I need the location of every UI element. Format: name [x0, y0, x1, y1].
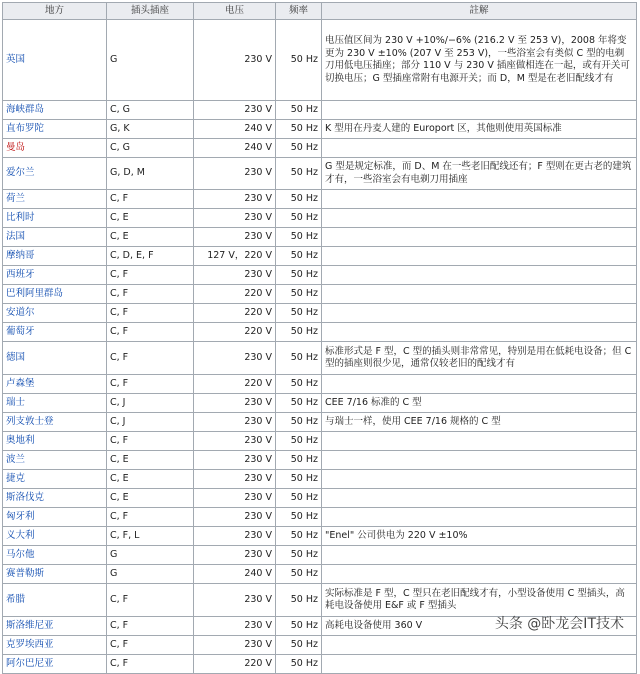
plugs-cell: C, E: [107, 209, 194, 228]
header-frequency: 频率: [276, 3, 322, 20]
voltage-cell: 230 V: [194, 209, 276, 228]
frequency-cell: 50 Hz: [276, 470, 322, 489]
watermark: 头条 @卧龙会IT技术: [494, 616, 624, 632]
plugs-cell: C, F: [107, 617, 194, 636]
place-cell[interactable]: 希腊: [3, 584, 107, 617]
frequency-cell: 50 Hz: [276, 342, 322, 375]
frequency-cell: 50 Hz: [276, 228, 322, 247]
place-cell[interactable]: 马尔他: [3, 546, 107, 565]
frequency-cell: 50 Hz: [276, 394, 322, 413]
place-cell[interactable]: 阿尔巴尼亚: [3, 655, 107, 674]
plugs-cell: C, F: [107, 375, 194, 394]
voltage-cell: 220 V: [194, 285, 276, 304]
header-notes: 註解: [322, 3, 637, 20]
note-cell: [322, 139, 637, 158]
place-cell[interactable]: 瑞士: [3, 394, 107, 413]
voltage-cell: 230 V: [194, 636, 276, 655]
voltage-cell: 230 V: [194, 413, 276, 432]
plugs-cell: C, G: [107, 101, 194, 120]
place-cell[interactable]: 斯洛维尼亚: [3, 617, 107, 636]
table-row: [3, 565, 637, 584]
plugs-cell: G, D, M: [107, 158, 194, 190]
plugs-cell: G: [107, 546, 194, 565]
place-cell[interactable]: 克罗埃西亚: [3, 636, 107, 655]
place-cell[interactable]: 卢森堡: [3, 375, 107, 394]
table-row: [3, 394, 637, 413]
frequency-cell: 50 Hz: [276, 432, 322, 451]
plugs-cell: C, F: [107, 285, 194, 304]
frequency-cell: 50 Hz: [276, 489, 322, 508]
place-cell[interactable]: 西班牙: [3, 266, 107, 285]
table-header-row: [3, 3, 637, 20]
frequency-cell: 50 Hz: [276, 636, 322, 655]
place-cell[interactable]: 义大利: [3, 527, 107, 546]
place-cell[interactable]: 曼岛: [3, 139, 107, 158]
note-cell: 与瑞士一样，使用 CEE 7/16 规格的 C 型: [322, 413, 637, 432]
note-cell: [322, 508, 637, 527]
table-row: [3, 209, 637, 228]
place-cell[interactable]: 安道尔: [3, 304, 107, 323]
note-cell: K 型用在丹麦人建的 Europort 区，其他则使用英国标准: [322, 120, 637, 139]
plugs-cell: C, F: [107, 323, 194, 342]
voltage-cell: 127 V，220 V: [194, 247, 276, 266]
plugs-cell: C, F: [107, 432, 194, 451]
plugs-cell: C, J: [107, 413, 194, 432]
table-row: [3, 636, 637, 655]
voltage-cell: 220 V: [194, 375, 276, 394]
table-row: [3, 101, 637, 120]
note-cell: [322, 451, 637, 470]
frequency-cell: 50 Hz: [276, 190, 322, 209]
plugs-cell: G: [107, 565, 194, 584]
voltage-cell: 240 V: [194, 565, 276, 584]
place-cell[interactable]: 奥地利: [3, 432, 107, 451]
table-row: [3, 413, 637, 432]
place-cell[interactable]: 英国: [3, 20, 107, 101]
voltage-cell: 230 V: [194, 470, 276, 489]
note-cell: [322, 470, 637, 489]
voltage-cell: 230 V: [194, 489, 276, 508]
voltage-cell: 230 V: [194, 101, 276, 120]
frequency-cell: 50 Hz: [276, 209, 322, 228]
place-cell[interactable]: 荷兰: [3, 190, 107, 209]
note-cell: G 型是规定标准，而 D、M 在一些老旧配线还有；F 型则在更古老的建筑才有，一些浴室会有电剃刀用插座: [322, 158, 637, 190]
header-place: 地方: [3, 3, 107, 20]
table-row: [3, 228, 637, 247]
voltage-cell: 230 V: [194, 527, 276, 546]
place-cell[interactable]: 比利时: [3, 209, 107, 228]
voltage-cell: 240 V: [194, 139, 276, 158]
frequency-cell: 50 Hz: [276, 139, 322, 158]
table-row: [3, 584, 637, 617]
note-cell: 电压值区间为 230 V +10%/−6% (216.2 V 至 253 V)，2008 年将变更为 230 V ±10% (207 V 至 253 V)，一些浴室会有类似 C 型的电剃刀用低电压插座；部分 110 V 与 230 V 插座做相连在一起，或有开关可切换电压；G 型插座常附有电源开关；而 D，M 型是在老旧配线才有: [322, 20, 637, 101]
frequency-cell: 50 Hz: [276, 546, 322, 565]
voltage-cell: 230 V: [194, 432, 276, 451]
table-row: [3, 375, 637, 394]
note-cell: [322, 489, 637, 508]
frequency-cell: 50 Hz: [276, 617, 322, 636]
table-row: [3, 120, 637, 139]
table-row: [3, 285, 637, 304]
voltage-cell: 220 V: [194, 323, 276, 342]
plugs-cell: C, E: [107, 489, 194, 508]
table-row: [3, 158, 637, 190]
table-row: [3, 139, 637, 158]
plugs-cell: C, F: [107, 636, 194, 655]
table-row: [3, 489, 637, 508]
note-cell: [322, 655, 637, 674]
note-cell: CEE 7/16 标准的 C 型: [322, 394, 637, 413]
frequency-cell: 50 Hz: [276, 158, 322, 190]
plugs-cell: C, F: [107, 304, 194, 323]
note-cell: [322, 565, 637, 584]
plugs-cell: C, F: [107, 342, 194, 375]
frequency-cell: 50 Hz: [276, 20, 322, 101]
place-cell[interactable]: 列支敦士登: [3, 413, 107, 432]
place-cell[interactable]: 德国: [3, 342, 107, 375]
voltage-cell: 230 V: [194, 158, 276, 190]
header-voltage: 电压: [194, 3, 276, 20]
note-cell: [322, 247, 637, 266]
voltage-cell: 230 V: [194, 266, 276, 285]
frequency-cell: 50 Hz: [276, 527, 322, 546]
note-cell: [322, 432, 637, 451]
frequency-cell: 50 Hz: [276, 565, 322, 584]
table-row: [3, 190, 637, 209]
voltage-cell: 230 V: [194, 451, 276, 470]
note-cell: [322, 546, 637, 565]
table-row: [3, 247, 637, 266]
plugs-cell: C, G: [107, 139, 194, 158]
voltage-cell: 220 V: [194, 304, 276, 323]
plugs-cell: C, E: [107, 470, 194, 489]
plugs-cell: C, E: [107, 228, 194, 247]
place-cell[interactable]: 斯洛伐克: [3, 489, 107, 508]
voltage-cell: 230 V: [194, 584, 276, 617]
note-cell: [322, 209, 637, 228]
plugs-cell: G: [107, 20, 194, 101]
plugs-cell: C, E: [107, 451, 194, 470]
note-cell: 标准形式是 F 型，C 型的插头则非常常见，特别是用在低耗电设备；但 C 型的插座则很少见，通常仅较老旧的配线才有: [322, 342, 637, 375]
table-row: [3, 20, 637, 101]
voltage-cell: 230 V: [194, 508, 276, 527]
plugs-cell: C, F: [107, 508, 194, 527]
table-row: [3, 655, 637, 674]
frequency-cell: 50 Hz: [276, 508, 322, 527]
place-cell[interactable]: 摩纳哥: [3, 247, 107, 266]
note-cell: [322, 285, 637, 304]
frequency-cell: 50 Hz: [276, 413, 322, 432]
voltage-table: [2, 2, 637, 674]
table-row: [3, 342, 637, 375]
plugs-cell: C, J: [107, 394, 194, 413]
frequency-cell: 50 Hz: [276, 323, 322, 342]
voltage-cell: 240 V: [194, 120, 276, 139]
place-cell[interactable]: 波兰: [3, 451, 107, 470]
plugs-cell: G, K: [107, 120, 194, 139]
voltage-cell: 230 V: [194, 20, 276, 101]
place-cell[interactable]: 葡萄牙: [3, 323, 107, 342]
table-row: [3, 527, 637, 546]
frequency-cell: 50 Hz: [276, 120, 322, 139]
note-cell: [322, 266, 637, 285]
place-cell[interactable]: 巴利阿里群岛: [3, 285, 107, 304]
frequency-cell: 50 Hz: [276, 375, 322, 394]
frequency-cell: 50 Hz: [276, 451, 322, 470]
note-cell: [322, 375, 637, 394]
table-row: [3, 546, 637, 565]
place-cell[interactable]: 海峡群岛: [3, 101, 107, 120]
place-cell[interactable]: 捷克: [3, 470, 107, 489]
table-body: [3, 20, 637, 674]
place-cell[interactable]: 匈牙利: [3, 508, 107, 527]
frequency-cell: 50 Hz: [276, 266, 322, 285]
voltage-cell: 220 V: [194, 655, 276, 674]
note-cell: [322, 228, 637, 247]
plugs-cell: C, F: [107, 655, 194, 674]
note-cell: [322, 636, 637, 655]
table-row: [3, 508, 637, 527]
voltage-cell: 230 V: [194, 190, 276, 209]
plugs-cell: C, F: [107, 266, 194, 285]
place-cell[interactable]: 法国: [3, 228, 107, 247]
header-plugs: 插头插座: [107, 3, 194, 20]
note-cell: [322, 323, 637, 342]
table-row: [3, 451, 637, 470]
place-cell[interactable]: 爱尔兰: [3, 158, 107, 190]
voltage-cell: 230 V: [194, 394, 276, 413]
plugs-cell: C, F: [107, 190, 194, 209]
note-cell: [322, 190, 637, 209]
note-cell: [322, 101, 637, 120]
plugs-cell: C, F, L: [107, 527, 194, 546]
table-row: [3, 304, 637, 323]
voltage-cell: 230 V: [194, 546, 276, 565]
frequency-cell: 50 Hz: [276, 304, 322, 323]
voltage-cell: 230 V: [194, 342, 276, 375]
plugs-cell: C, F: [107, 584, 194, 617]
table-row: [3, 470, 637, 489]
note-cell: 高耗电设备使用 360 V: [322, 617, 637, 636]
place-cell[interactable]: 赛普勒斯: [3, 565, 107, 584]
table-row: [3, 432, 637, 451]
note-cell: 实际标准是 F 型，C 型只在老旧配线才有，小型设备使用 C 型插头，高耗电设备使用 E&F 或 F 型插头: [322, 584, 637, 617]
frequency-cell: 50 Hz: [276, 655, 322, 674]
table-row: [3, 323, 637, 342]
frequency-cell: 50 Hz: [276, 247, 322, 266]
voltage-cell: 230 V: [194, 617, 276, 636]
voltage-cell: 230 V: [194, 228, 276, 247]
frequency-cell: 50 Hz: [276, 285, 322, 304]
frequency-cell: 50 Hz: [276, 584, 322, 617]
place-cell[interactable]: 直布罗陀: [3, 120, 107, 139]
note-cell: "Enel" 公司供电为 220 V ±10%: [322, 527, 637, 546]
note-cell: [322, 304, 637, 323]
frequency-cell: 50 Hz: [276, 101, 322, 120]
plugs-cell: C, D, E, F: [107, 247, 194, 266]
table-row: [3, 266, 637, 285]
